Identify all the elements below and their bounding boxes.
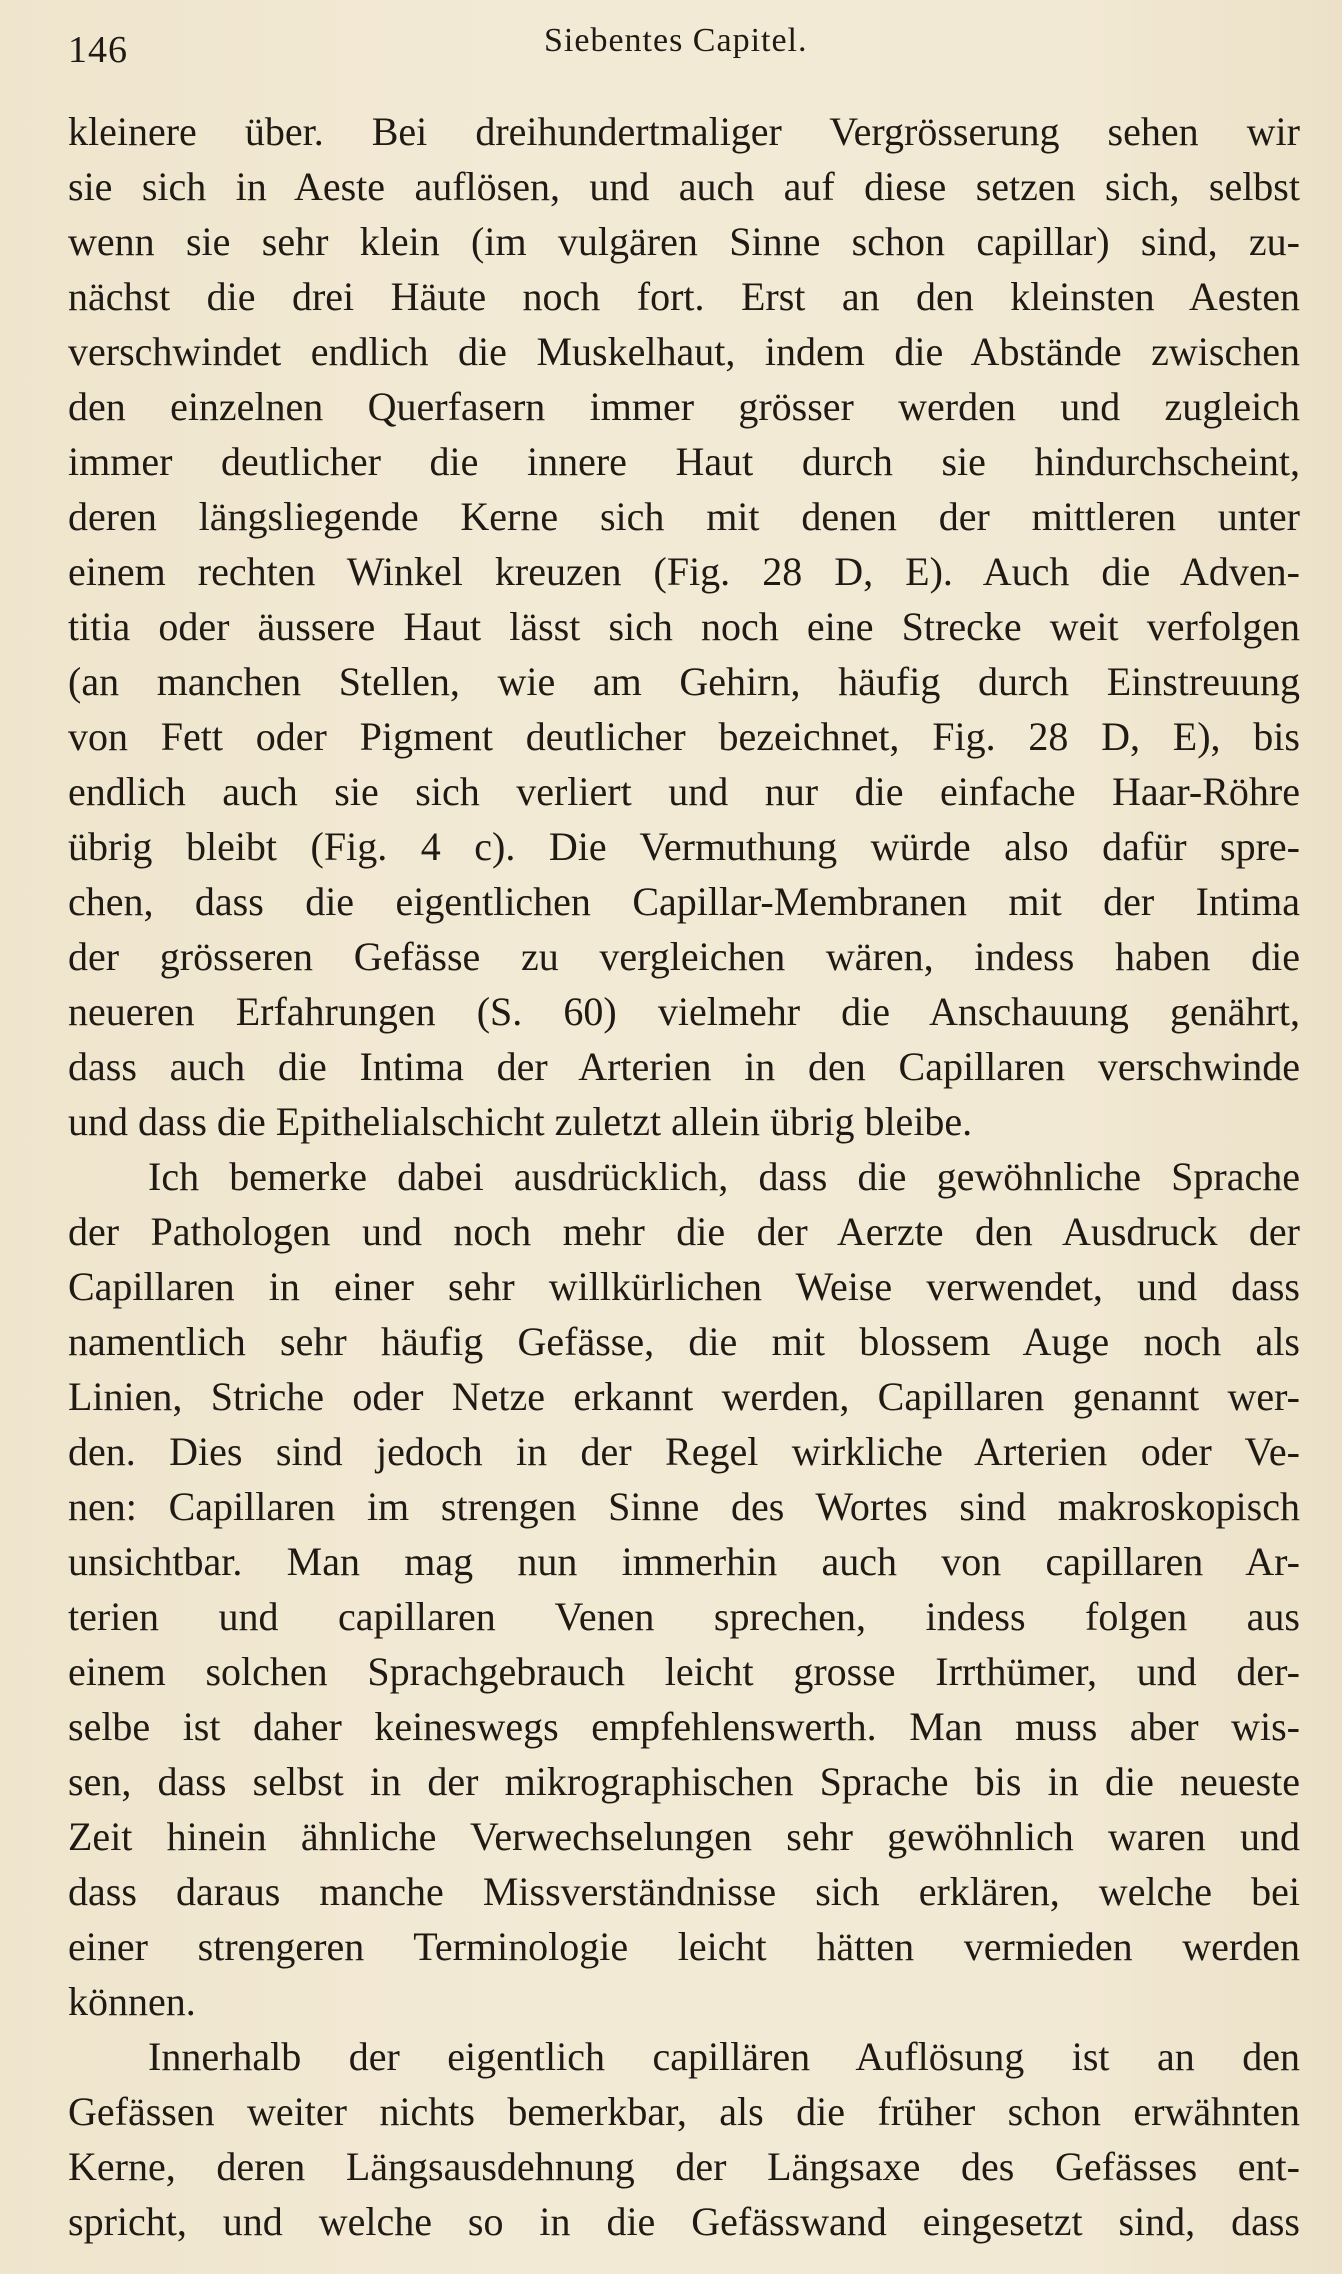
text-line: den einzelnen Querfasern immer grösser werden und zugleich <box>68 384 1300 429</box>
text-line: terien und capillaren Venen sprechen, indess folgen aus <box>68 1594 1300 1639</box>
text-line: Kerne, deren Längsausdehnung der Längsaxe des Gefässes ent- <box>68 2144 1300 2189</box>
text-line: kleinere über. Bei dreihundertmaliger Vergrösserung sehen wir <box>68 109 1300 154</box>
page-number: 146 <box>68 29 128 71</box>
text-line: den. Dies sind jedoch in der Regel wirkliche Arterien oder Ve- <box>68 1429 1300 1474</box>
text-line: endlich auch sie sich verliert und nur die einfache Haar-Röhre <box>68 769 1300 814</box>
text-line: selbe ist daher keineswegs empfehlenswerth. Man muss aber wis- <box>68 1704 1300 1749</box>
text-line: Linien, Striche oder Netze erkannt werden, Capillaren genannt wer- <box>68 1374 1300 1419</box>
text-line: deren längsliegende Kerne sich mit denen der mittleren unter <box>68 494 1300 539</box>
text-line: sen, dass selbst in der mikrographischen Sprache bis in die neueste <box>68 1759 1300 1804</box>
paragraph-end-line: und dass die Epithelialschicht zuletzt allein übrig bleibe. <box>68 1099 973 1144</box>
text-line: nen: Capillaren im strengen Sinne des Wortes sind makroskopisch <box>68 1484 1300 1529</box>
text-line: einem solchen Sprachgebrauch leicht grosse Irrthümer, und der- <box>68 1649 1300 1694</box>
running-head: Siebentes Capitel. <box>544 22 808 59</box>
text-line: unsichtbar. Man mag nun immerhin auch von capillaren Ar- <box>68 1539 1300 1584</box>
text-line: titia oder äussere Haut lässt sich noch eine Strecke weit verfolgen <box>68 604 1300 649</box>
text-line: sie sich in Aeste auflösen, und auch auf diese setzen sich, selbst <box>68 164 1300 209</box>
paragraph-end-line: können. <box>68 1979 196 2024</box>
text-line: nächst die drei Häute noch fort. Erst an den kleinsten Aesten <box>68 274 1300 319</box>
text-line: der Pathologen und noch mehr die der Aerzte den Ausdruck der <box>68 1209 1300 1254</box>
text-line: der grösseren Gefässe zu vergleichen wären, indess haben die <box>68 934 1300 979</box>
body-text <box>68 104 1300 2249</box>
text-line: von Fett oder Pigment deutlicher bezeichnet, Fig. 28 D, E), bis <box>68 714 1300 759</box>
text-line: einer strengeren Terminologie leicht hätten vermieden werden <box>68 1924 1300 1969</box>
text-line: neueren Erfahrungen (S. 60) vielmehr die Anschauung genährt, <box>68 989 1300 1034</box>
text-line: Gefässen weiter nichts bemerkbar, als die früher schon erwähnten <box>68 2089 1300 2134</box>
paragraph-start-line: Ich bemerke dabei ausdrücklich, dass die gewöhnliche Sprache <box>148 1154 1300 1199</box>
page-header <box>68 22 1298 82</box>
text-line: chen, dass die eigentlichen Capillar-Membranen mit der Intima <box>68 879 1300 924</box>
text-line: (an manchen Stellen, wie am Gehirn, häufig durch Einstreuung <box>68 659 1300 704</box>
paragraph-start-line: Innerhalb der eigentlich capillären Auflösung ist an den <box>148 2034 1300 2079</box>
text-line: spricht, und welche so in die Gefässwand eingesetzt sind, dass <box>68 2199 1300 2244</box>
text-line: Capillaren in einer sehr willkürlichen Weise verwendet, und dass <box>68 1264 1300 1309</box>
text-line: einem rechten Winkel kreuzen (Fig. 28 D, E). Auch die Adven- <box>68 549 1300 594</box>
text-line: dass auch die Intima der Arterien in den Capillaren verschwinde <box>68 1044 1300 1089</box>
text-line: verschwindet endlich die Muskelhaut, indem die Abstände zwischen <box>68 329 1300 374</box>
text-line: übrig bleibt (Fig. 4 c). Die Vermuthung würde also dafür spre- <box>68 824 1300 869</box>
text-line: namentlich sehr häufig Gefässe, die mit blossem Auge noch als <box>68 1319 1300 1364</box>
text-line: wenn sie sehr klein (im vulgären Sinne schon capillar) sind, zu- <box>68 219 1300 264</box>
text-line: immer deutlicher die innere Haut durch sie hindurchscheint, <box>68 439 1300 484</box>
text-line: dass daraus manche Missverständnisse sich erklären, welche bei <box>68 1869 1300 1914</box>
text-line: Zeit hinein ähnliche Verwechselungen sehr gewöhnlich waren und <box>68 1814 1300 1859</box>
